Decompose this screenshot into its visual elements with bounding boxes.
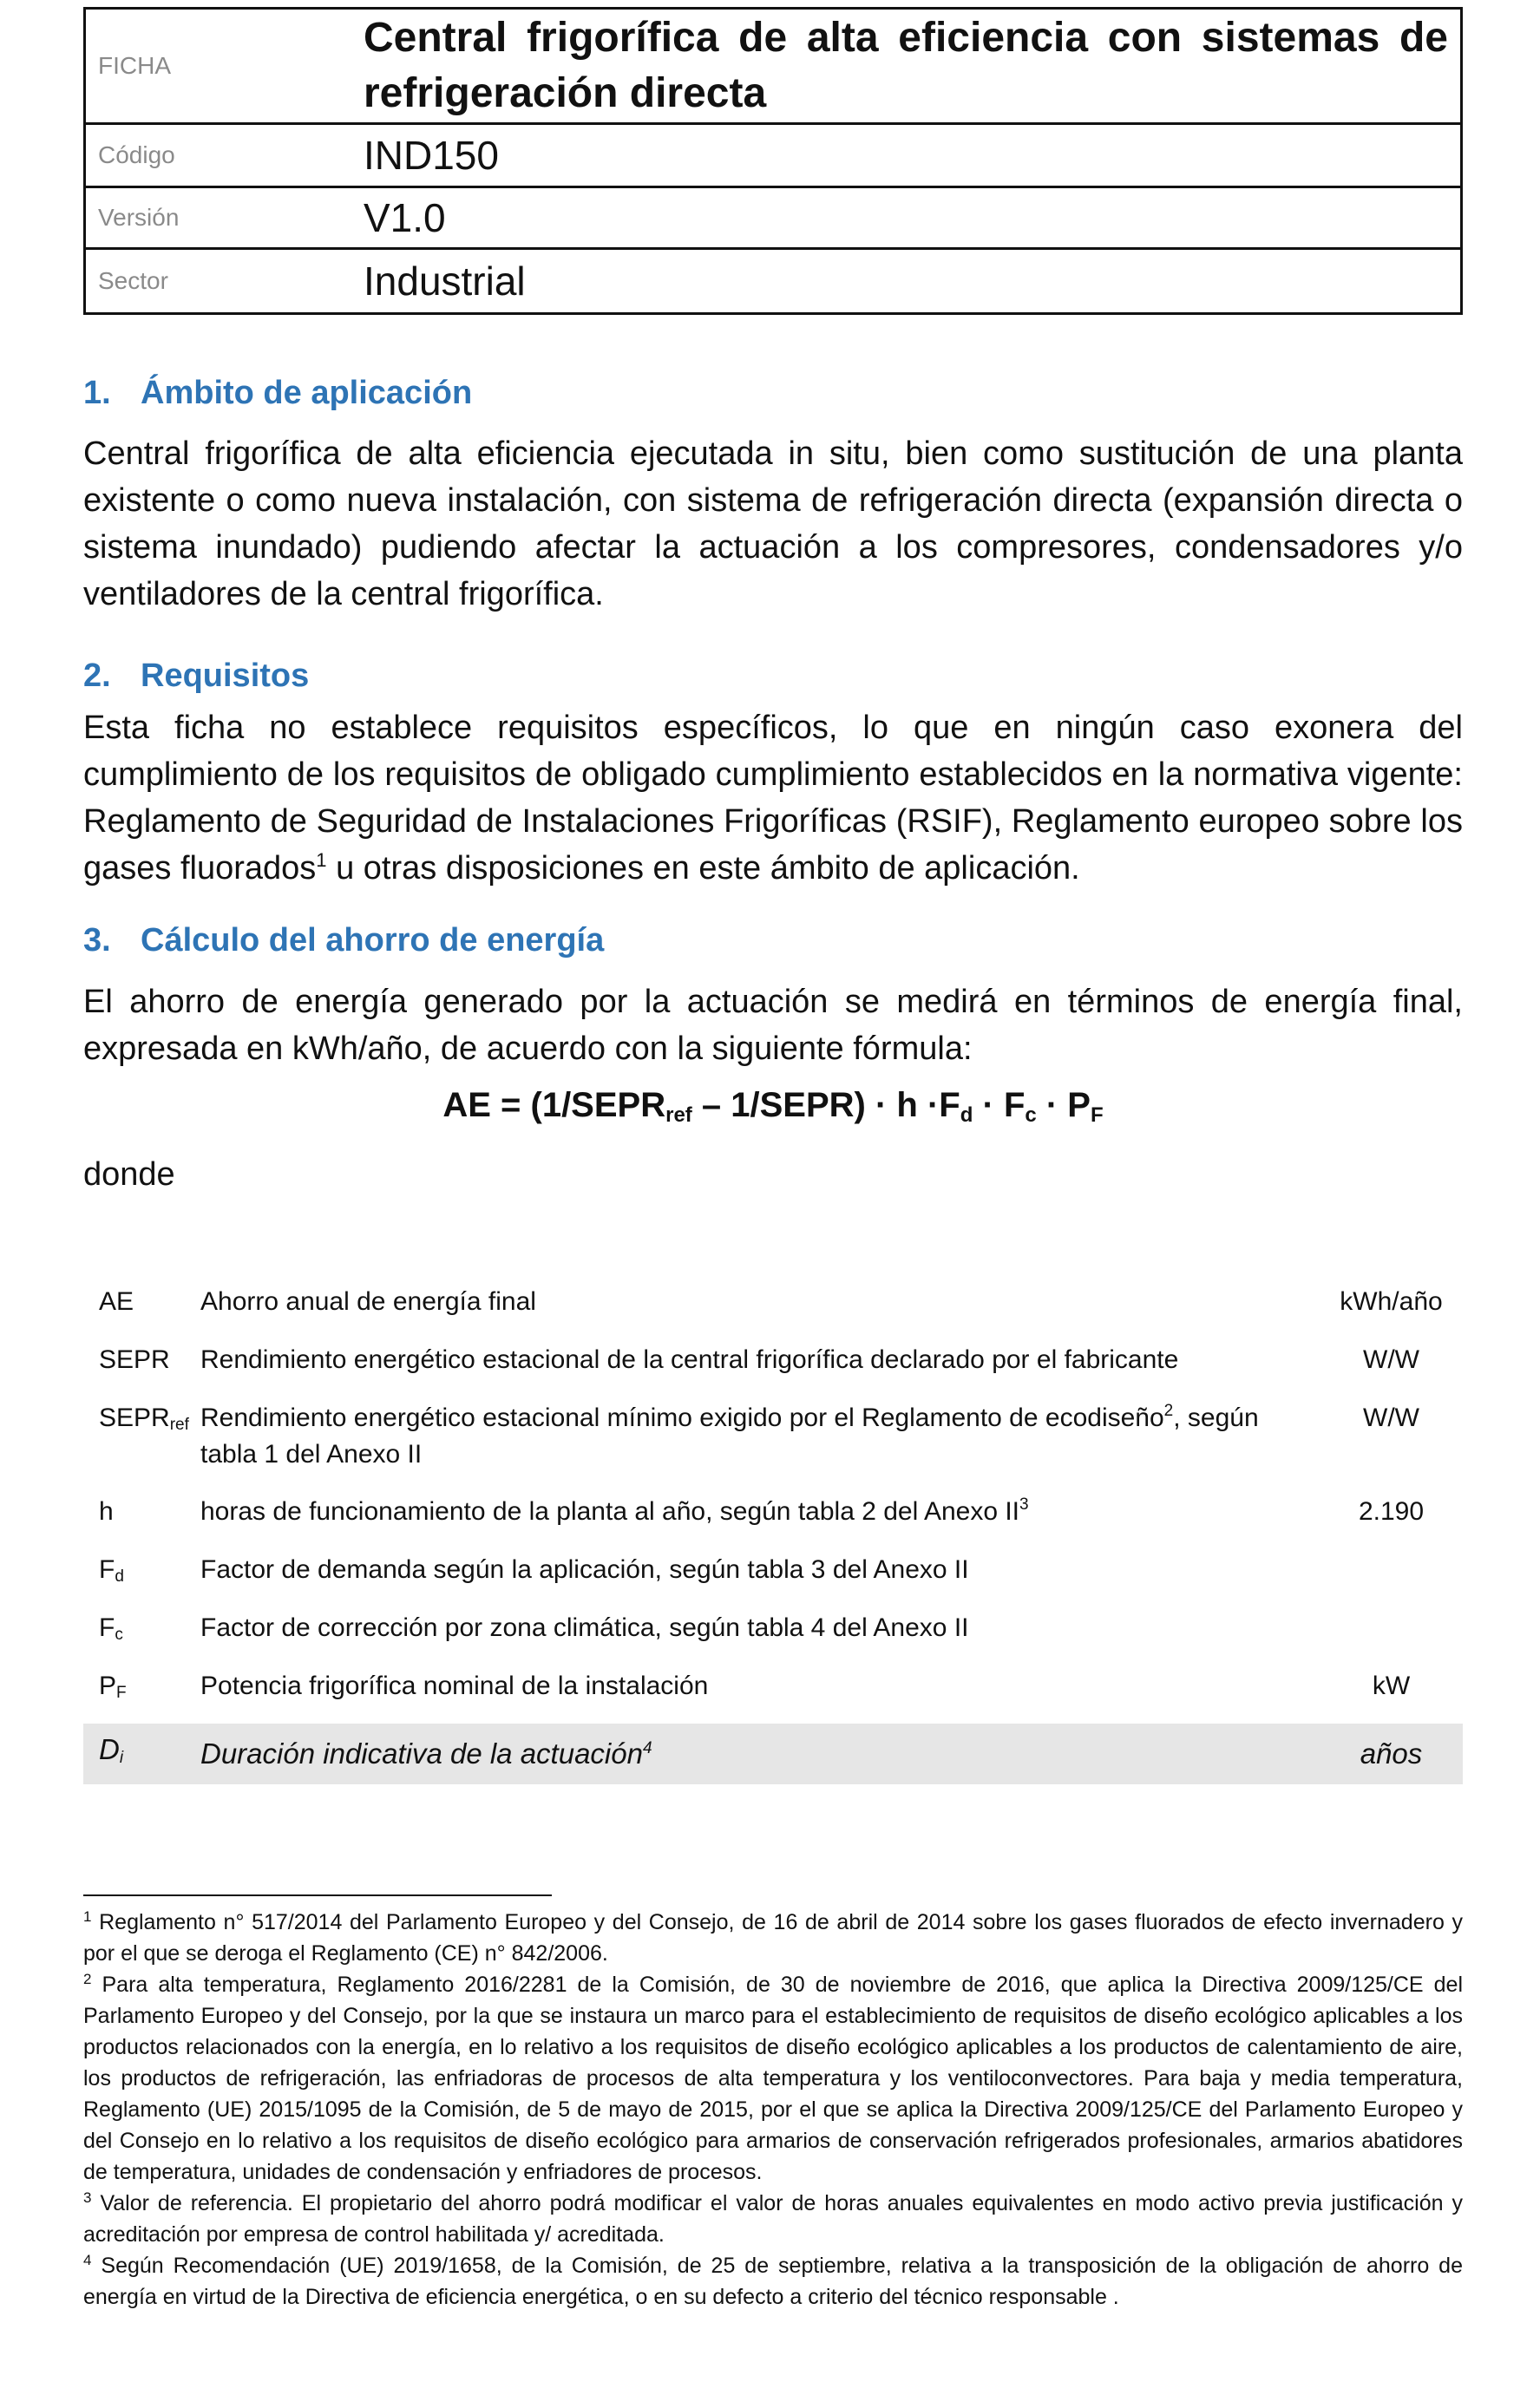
formula-part: · F	[973, 1086, 1026, 1124]
variable-symbol: SEPR	[99, 1345, 170, 1374]
variable-description: Rendimiento energético estacional de la central frigorífica declarado por el fabricante	[200, 1345, 1179, 1374]
energy-saving-formula	[83, 1086, 1463, 1128]
sector-value: Industrial	[364, 249, 1462, 314]
section-2-heading	[83, 658, 309, 695]
footnote-3: $^3$ Valor de referencia. El propietario del ahorro podrá modificar el valor de horas anuales equivalentes en modo activo previa justificación y acreditación por empresa de control habilitada y/ acreditada.	[83, 2189, 1463, 2247]
version-value: V1.0	[364, 187, 1462, 249]
footnote-1: $^1$ Reglamento n° 517/2014 del Parlamento Europeo y del Consejo, de 16 de abril de 2014 sobre los gases fluorados de efecto invernadero y por el que se deroga el Reglamento (CE) n° 842/2006.	[83, 1908, 1463, 1966]
section-1-heading	[83, 375, 472, 412]
footnote-ref-1: 1	[316, 849, 327, 871]
variable-row	[83, 1400, 1463, 1494]
section-3-text: El ahorro de energía generado por la actuación se medirá en términos de energía final, expresada en kWh/año, de acuerdo con la siguiente fórmula:	[83, 984, 1463, 1067]
variable-description: Rendimiento energético estacional mínimo exigido por el Reglamento de ecodiseño$^2$, según tabla 1 del Anexo II	[200, 1402, 1259, 1469]
ficha-row-version	[85, 187, 1462, 249]
donde-label: donde	[83, 1156, 175, 1193]
variable-row-duration	[83, 1724, 1463, 1784]
variable-description: horas de funcionamiento de la planta al año, según tabla 2 del Anexo $II^3$	[200, 1495, 1029, 1526]
variable-row	[83, 1494, 1463, 1552]
variable-symbol: AE	[99, 1287, 134, 1316]
section-number: 2.	[83, 658, 111, 694]
variable-row	[83, 1342, 1463, 1400]
variable-unit: años	[1360, 1737, 1423, 1770]
variable-row	[83, 1668, 1463, 1724]
formula-part: – 1/SEPR) · h ·F	[691, 1086, 960, 1124]
section-2-text	[83, 704, 1463, 892]
ficha-row-sector	[85, 249, 1462, 314]
version-label: Versión	[85, 187, 364, 249]
section-number: 3.	[83, 922, 111, 959]
formula-part: · P	[1036, 1086, 1091, 1124]
variable-unit: W/W	[1363, 1404, 1419, 1432]
variable-unit: 2.190	[1358, 1497, 1425, 1526]
ficha-row-title	[85, 9, 1462, 124]
section-2-text-main: Esta ficha no establece requisitos específicos, lo que en ningún caso exonera del cumplimiento de los requisitos de obligado cumplimiento establecidos en la normativa vigente: Reglamento de Seguridad de Instalaciones Frigoríficas (RSIF), Reglamento europeo sobre los gases fluorados	[83, 710, 1463, 887]
section-title: Cálculo del ahorro de energía	[141, 922, 605, 959]
footnote-4: $^4$ Según Recomendación (UE) 2019/1658, de la Comisión, de 25 de septiembre, relativa a la transposición de la obligación de ahorro de energía en virtud de la Directiva de eficiencia energética, o en su defecto a criterio del técnico responsable .	[83, 2252, 1463, 2309]
variable-row	[83, 1610, 1463, 1668]
sector-label: Sector	[85, 249, 364, 314]
section-2-text-end: u otras disposiciones en este ámbito de aplicación.	[326, 850, 1080, 887]
variable-description: Ahorro anual de energía final	[200, 1287, 536, 1316]
variable-symbol: $F_c$	[99, 1613, 123, 1644]
variable-symbol: $D_i$	[99, 1733, 124, 1767]
variable-description: Factor de corrección por zona climática, según tabla 4 del Anexo II	[200, 1613, 969, 1642]
section-title: Ámbito de aplicación	[141, 375, 473, 411]
ficha-row-codigo	[85, 124, 1462, 187]
variable-row	[83, 1273, 1463, 1342]
variable-symbol: $F_d$	[99, 1555, 124, 1586]
formula-subscript: F	[1090, 1103, 1104, 1127]
ficha-label: FICHA	[85, 9, 364, 124]
variable-description: Potencia frigorífica nominal de la instalación	[200, 1672, 709, 1700]
formula-subscript: ref	[665, 1103, 692, 1127]
variable-unit: kW	[1372, 1672, 1411, 1700]
footnote-2: $^2$ Para alta temperatura, Reglamento 2016/2281 de la Comisión, de 30 de noviembre de 2016, que aplica la Directiva 2009/125/CE del Parlamento Europeo y del Consejo, por la que se instaura un marco para el establecimiento de requisitos de diseño ecológico aplicables a los productos relacionados con la energía, en lo relativo a los requisitos de diseño ecológico aplicables a los productos de calentamiento de aire, los productos de refrigeración, las enfriadoras de procesos de alta temperatura y los ventiloconvectores. Para baja y media temperatura, Reglamento (UE) 2015/1095 de la Comisión, de 5 de mayo de 2015, por el que se aplica la Directiva 2009/125/CE del Parlamento Europeo y del Consejo en lo relativo a los requisitos de diseño ecológico para armarios de conservación refrigerados profesionales, armarios abatidores de temperatura, unidades de condensación y enfriadores de procesos.	[83, 1971, 1463, 2184]
formula-part: AE = (1/SEPR	[442, 1086, 666, 1124]
ficha-title: Central frigorífica de alta eficiencia con sistemas de refrigeración directa	[364, 9, 1462, 124]
section-1-text: Central frigorífica de alta eficiencia ejecutada in situ, bien como sustitución de una planta existente o como nueva instalación, con sistema de refrigeración directa (expansión directa o sistema inundado) pudiendo afectar la actuación a los compresores, condensadores y/o ventiladores de la central frigorífica.	[83, 435, 1463, 612]
variable-symbol: h	[99, 1497, 114, 1526]
ficha-header-table	[83, 7, 1463, 315]
formula-subscript: d	[960, 1103, 973, 1127]
variables-table	[83, 1273, 1463, 1784]
section-3-heading	[83, 922, 604, 959]
footnote-separator	[83, 1894, 552, 1896]
variable-description: Factor de demanda según la aplicación, según tabla 3 del Anexo II	[200, 1555, 969, 1584]
codigo-value: IND150	[364, 124, 1462, 187]
variable-symbol: $SEPR_{ref}$	[99, 1404, 189, 1434]
variable-row	[83, 1552, 1463, 1610]
variable-unit: W/W	[1363, 1345, 1419, 1374]
section-number: 1.	[83, 375, 111, 411]
formula-subscript: c	[1025, 1103, 1037, 1127]
codigo-label: Código	[85, 124, 364, 187]
section-title: Requisitos	[141, 658, 310, 694]
variable-unit: kWh/año	[1340, 1287, 1443, 1316]
variable-description: Duración indicativa de la actuación$^4$	[200, 1737, 652, 1770]
variable-symbol: $P_F$	[99, 1672, 127, 1702]
